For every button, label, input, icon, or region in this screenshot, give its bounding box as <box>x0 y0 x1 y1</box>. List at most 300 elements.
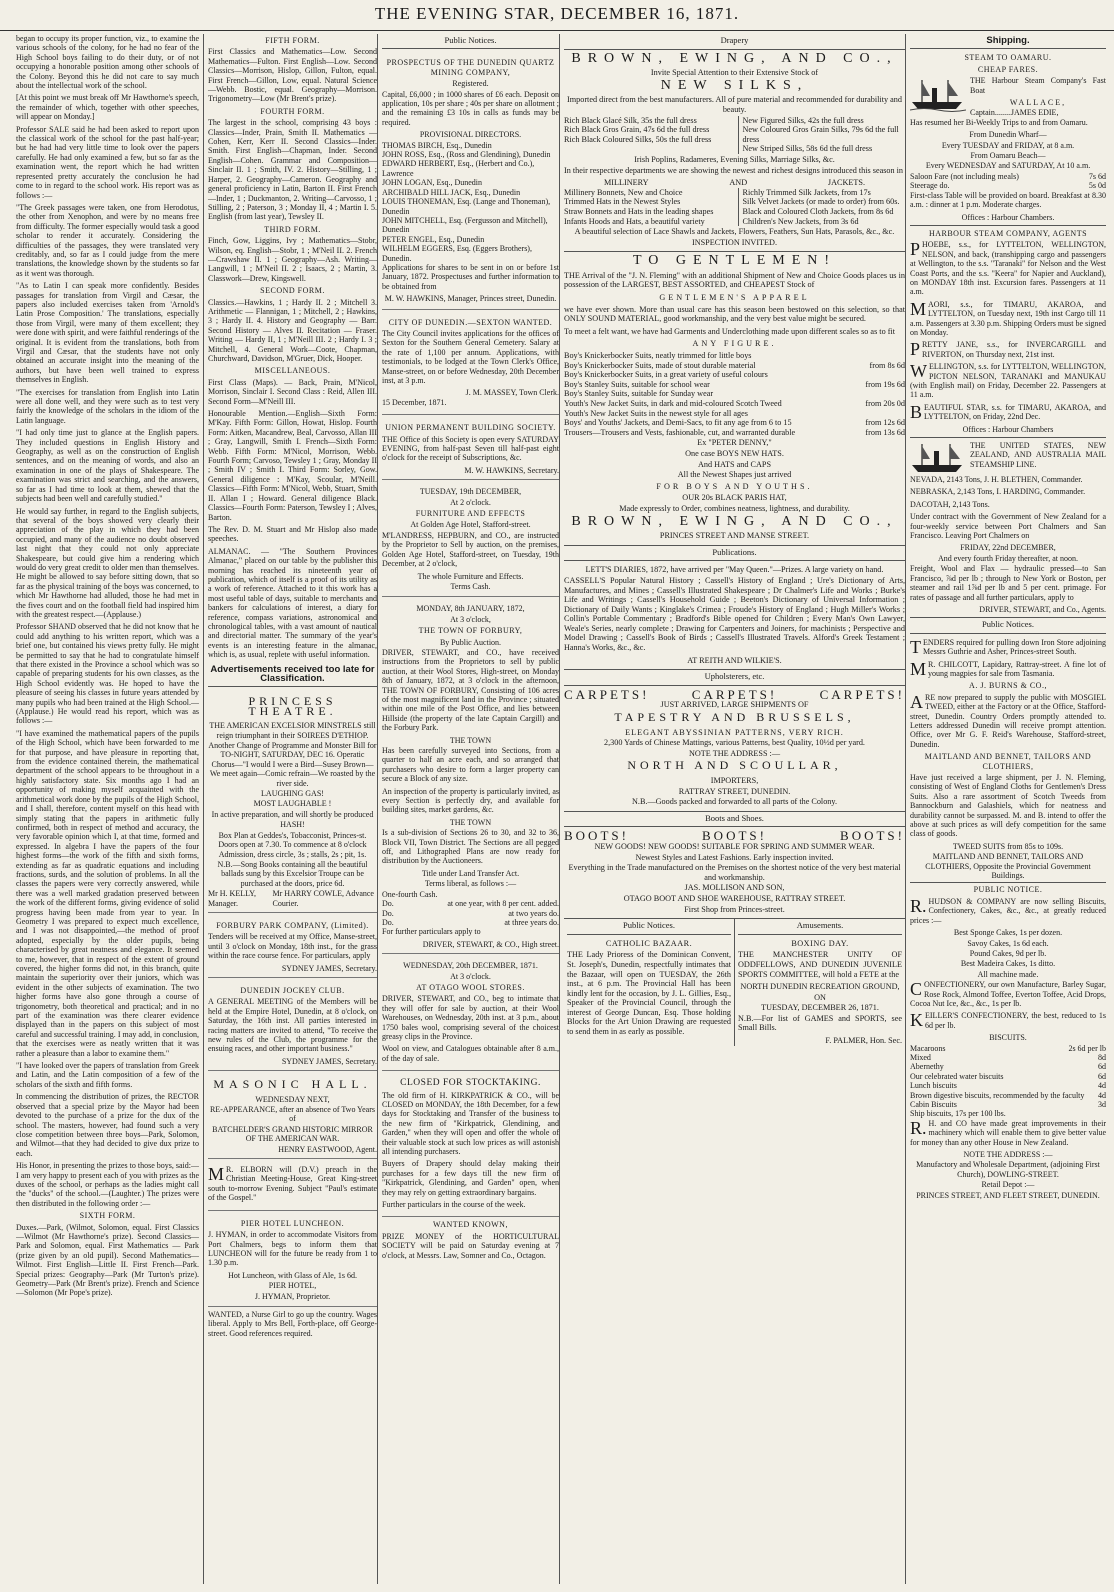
form-text: First Class (Maps). — Back, Prain, M'Nicol, Morrison, Sinclair I. Second Class : Reid, Allen III. Second Form—M'Neill III. <box>208 377 377 406</box>
pier-text: J. HYMAN, in order to accommodate Visitors from Port Chalmers, begs to inform them that LUNCHEON will for the future be ready from 1 to 1.30 p.m. <box>208 1230 377 1268</box>
publications-heading: Publications. <box>564 545 905 562</box>
millinery-item: Infants Hoods and Hats, a beautiful variety <box>564 216 705 226</box>
union-text: THE Office of this Society is open every SATURDAY EVENING, from half-past Seven till half-past eight o'clock for the receipt of Subscriptions, &c. <box>382 434 559 463</box>
biscuit-row-value: 6d <box>1098 1062 1106 1072</box>
phoebe-ad: PHOEBE, s.s., for LYTTELTON, WELLINGTON, NELSON, and back, (transhipping cargo and passengers at Wellington, to the s.s. "Taranaki" for Nelson and the West Coast Ports, and the s.s. "Keera" for Napier and Auckland), on MONDAY 18th inst. Excursion fares. Passengers at 11 a.m. <box>910 239 1106 297</box>
every-wednesday: Every WEDNESDAY and SATURDAY, At 10 a.m. <box>925 161 1091 171</box>
peter-denny: Ex "PETER DENNY," <box>697 438 772 448</box>
just-arrived: JUST ARRIVED, LARGE SHIPMENTS OF <box>660 700 809 710</box>
speech-paragraph: "I have looked over the papers of translation from Greek and Latin, and the Latin composition of a few of the scholars of the sixth and fifth forms. <box>16 1061 199 1089</box>
nevada: NEVADA, 2143 Tons, J. H. BLETHEN, Commander. <box>910 475 1083 485</box>
forbury-sig: SYDNEY JAMES, Secretary. <box>281 963 377 973</box>
boys-suit-value: from 8s 6d <box>869 360 905 370</box>
catholic-bazaar-box <box>564 919 734 1046</box>
boots-1: BOOTS! <box>564 828 629 844</box>
form-heading: THIRD FORM. <box>264 224 321 234</box>
paris-hat: OUR 20s BLACK PARIS HAT, <box>682 493 787 503</box>
boys-suit-label: Trousers—Trousers and Vests, fashionable, cut, and warranted durable <box>564 427 796 437</box>
stocktaking-ad <box>382 1074 559 1217</box>
prospectus-text: Capital, £6,000 ; in 1000 shares of £6 each. Deposit on application, 10s per share ; 40s per share on allotment ; and the remaining £3 10s in calls as funds may be required. <box>382 89 559 127</box>
silk-item: Rich Black Coloured Silks, 50s the full dress <box>564 134 712 144</box>
every-tuesday: Every TUESDAY and FRIDAY, at 8 a.m. <box>941 140 1075 150</box>
bottom-notices <box>564 918 905 1046</box>
boys-suit-label: Boy's Knickerbocker Suits, neatly trimmed for little boys <box>564 351 752 361</box>
boots-row <box>564 828 905 844</box>
newest-styles: Newest Styles and Latest Fashions. Early inspection invited. <box>635 852 834 862</box>
games-note: N.B.—For list of GAMES and SPORTS, see Small Bills. <box>738 1013 902 1033</box>
biscuit-row-label: Mixed <box>910 1052 931 1062</box>
dacotah: DACOTAH, 2,143 Tons. <box>910 499 990 509</box>
forbury-town-text-3: An inspection of the property is particularly invited, as every Section is perfectly dry, and available for building sites, market gardens, &c. <box>382 786 559 815</box>
forbury-town-time: At 3 o'clock, <box>450 614 491 624</box>
prize-title: WANTED KNOWN, <box>433 1220 508 1230</box>
the-town-heading-2: THE TOWN <box>449 817 492 827</box>
column-2 <box>203 34 377 1584</box>
the-town-heading: THE TOWN <box>449 735 492 745</box>
stocktaking-text-3: Further particulars in the course of the week. <box>382 1200 526 1210</box>
boys-suit <box>564 418 905 428</box>
steamship-icon <box>910 441 966 475</box>
gentlemens-apparel: GENTLEMEN'S APPAREL <box>659 293 810 303</box>
boys-suit-label: Boy's Stanley Suits, suitable for school wear <box>564 379 710 389</box>
north-scoullar: NORTH AND SCOULLAR, <box>627 758 842 773</box>
terms-row <box>382 918 559 927</box>
gentlemen-text-3: To meet a felt want, we have had Garments and Underclothing made upon different scales so as to fit <box>564 326 895 336</box>
biscuit-row-value: 4d <box>1098 1081 1106 1091</box>
freight-text: Freight, Wool and Flax — hydraulic pressed—to San Francisco, ⅞d per lb ; through to New York or Boston, per steamer and rail 1⅞d per lb and 5 per cent. primage. For rates of passage and all further particulars, apply to <box>910 564 1106 602</box>
tapestry-brussels: TAPESTRY AND BRUSSELS, <box>614 710 855 725</box>
boys-suit-label: Boys' and Youths' Jackets, and Demi-Sacs, to fit any age from 6 to 15 <box>564 418 792 428</box>
inspection-invited: INSPECTION INVITED. <box>564 238 905 253</box>
sixth-form-heading: SIXTH FORM. <box>79 1211 136 1221</box>
boys-hats: One case BOYS NEW HATS. <box>685 448 784 458</box>
princes-fleet: PRINCES STREET, AND FLEET STREET, DUNEDIN. <box>916 1190 1100 1200</box>
terms-heading: Terms liberal, as follows :— <box>424 879 517 889</box>
nb-goods-packed: N.B.—Goods packed and forwarded to all parts of the Colony. <box>631 797 838 807</box>
boxing-text: THE MANCHESTER UNITY OF ODDFELLOWS, AND DUNEDIN JUVENILE SPORTS COMMITTEE, will hold a FETE at the <box>738 950 902 979</box>
boys-suit <box>564 399 905 409</box>
wanted-nurse-ad: WANTED, a Nurse Girl to go up the country. Wages liberal. Apply to Mrs Bell, Forth-place, off George-street. Good references required. <box>208 1309 377 1338</box>
furniture-line: Terms Cash. <box>450 581 491 591</box>
driver-agents: DRIVER, STEWART, and Co., Agents. <box>979 604 1106 614</box>
director: JOHN ROSS, Esq., (Ross and Glendining), Dunedin <box>382 150 551 160</box>
burns-text: ARE now prepared to supply the public with MOSGIEL TWEED, either at the Factory or at the Office, Stafford-street, Dunedin. Country Orders promptly attended to. Letters addressed Dunedin will receive prompt attention. Office, over Mr G. F. Reid's Warehouse, Stafford-street, Dunedin. <box>910 691 1106 749</box>
gentlemen-text-2: we have ever shown. More than usual care has this season been bestowed on this selection, so that ONLY SOUND MATERIAL, good workmanship, and the very best value might be secured. <box>564 304 905 324</box>
boots-shoes-heading: Boots and Shoes. <box>564 811 905 828</box>
amusements-heading: Amusements. <box>738 919 902 935</box>
wallace-ad <box>910 76 1106 118</box>
bazaar-text: THE Lady Prioress of the Dominican Convent, St. Joseph's, Dunedin, respectfully intimates that the Bazaar, will open on TUESDAY, the 26th inst., at 6 p.m. The Provincial Hall has been kindly lent for the occasion, by J. L. Gillies, Esq., Speaker of the Provincial Council, through the interest of George Duncan, Esq. Those holding Blocks for the Art Union Drawing are requested to send them in as early as possible. <box>567 950 731 1037</box>
sexton-title: CITY OF DUNEDIN.—SEXTON WANTED. <box>388 317 553 327</box>
cassell-list: CASSELL'S Popular Natural History ; Cassell's History of England ; Ure's Dictionary of Arts, Manufactures, and Mines ; Cassell's Illustrated Shakespeare ; Dr Chalmer's Life and Works ; Burke's Life and Writings ; Cassell's Household Guide ; Beeton's Dictionary of Universal Information ; Dictionary of Daily Wants ; Kinglake's Crimea ; Froude's History of England ; Hugh Miller's Works ; Collin's Portable Commentary ; Bradford's Bible opened for Children ; Every Man's Own Lawyer, Weale's Series, nearly complete ; Drawing for Carpenters and Joiners, for machinists ; Perspective and Model Drawing ; Cassell's Book of Birds ; Cassell's Illustrated Travels. Alford's Greek Testament ; Hanna's Works, &c., &c. <box>564 575 905 653</box>
boys-suit <box>564 351 905 361</box>
agents-title: HARBOUR STEAM COMPANY, AGENTS <box>928 228 1088 238</box>
jackets-heading: JACKETS. <box>827 178 865 188</box>
wellington-ad: WELLINGTON, s.s. for LYTTELTON, WELLINGTON, PICTON NELSON, TARANAKI and MANUKAU (with English mail) on Friday, December 22. Passengers at 11 a.m. <box>910 361 1106 400</box>
boxing-title: BOXING DAY. <box>791 938 849 948</box>
boys-suit-label: Youth's New Jacket Suits in the newest style for all ages <box>564 408 748 418</box>
nebraska: NEBRASKA, 2,143 Tons, I. HARDING, Commander. <box>910 487 1086 497</box>
from-oamaru: From Oamaru Beach— <box>970 151 1046 161</box>
fare-row-value: 5s 0d <box>1088 181 1106 191</box>
sexton-ad <box>382 313 559 416</box>
fare-row-label: Saloon Fare (not including meals) <box>910 171 1019 181</box>
fares-list <box>910 172 1106 191</box>
elborn-text: MR. ELBORN will (D.V.) preach in the Christian Meeting-House, Great King-street south to-morrow Evening. Subject "Paul's estimate of the Gospel." <box>208 1164 377 1203</box>
mollison: JAS. MOLLISON AND SON, <box>684 883 785 893</box>
form-heading: FOURTH FORM. <box>260 106 325 116</box>
maitland-footer: MAITLAND AND BENNET, TAILORS AND CLOTHIERS, Opposite the Provincial Government Buildings. <box>925 852 1091 881</box>
sexton-sig: J. M. MASSEY, Town Clerk. <box>465 388 559 398</box>
boys-suit-value: from 12s 6d <box>865 418 905 428</box>
boys-suit-value: from 20s 0d <box>865 399 905 408</box>
column-3 <box>377 34 559 1584</box>
hats-and-caps: And HATS and CAPS <box>697 459 771 469</box>
fare-row <box>910 172 1106 181</box>
burns-title: A. J. BURNS & CO., <box>969 681 1047 691</box>
prospectus-ad <box>382 53 559 309</box>
captain: Captain........JAMES EDIE, <box>970 108 1059 118</box>
director: JOHN MITCHELL, Esq. (Fergusson and Mitchell), Dunedin <box>382 215 548 235</box>
to-gentlemen-title: TO GENTLEMEN! <box>632 253 837 269</box>
boys-suit-value: from 19s 6d <box>865 379 905 389</box>
cake-item: Best Sponge Cakes, 1s per dozen. <box>953 928 1063 938</box>
newest-shapes: All the Newest Shapes just arrived <box>677 470 792 480</box>
boys-suits-list <box>564 351 905 437</box>
jacket-item: Children's New Jackets, from 3s 6d <box>742 216 859 226</box>
public-notice-title: PUBLIC NOTICE. <box>910 882 1106 894</box>
silk-item: Rich Black Glacé Silk, 35s the full dress <box>564 115 697 125</box>
resumed-trips: Has resumed her Bi-Weekly Trips to and from Oamaru. <box>910 117 1088 127</box>
sexton-text: The City Council invites applications for the offices of Sexton for the Southern General Cemetery. Salary at the rate of 1,100 per annum. Applications, with testimonials, to be lodged at the Town Clerk's Office, Manse-street, on or before Wednesday, 20th December inst, at 3 p.m. <box>382 328 559 385</box>
boxing-day-box <box>734 919 905 1046</box>
forbury-town-date: MONDAY, 8th JANUARY, 1872, <box>416 604 525 614</box>
upholsterers-heading: Upholsterers, etc. <box>564 669 905 686</box>
elegant-patterns: ELEGANT ABYSSINIAN PATTERNS, VERY RICH. <box>625 727 844 737</box>
masonic-title: MASONIC HALL. <box>213 1077 372 1092</box>
jockey-title: DUNEDIN JOCKEY CLUB. <box>240 985 345 995</box>
offices-2: Offices : Harbour Chambers <box>910 425 1106 438</box>
form-text: Classics.—Hawkins, 1 ; Hardy II. 2 ; Mitchell 3. Arithmetic — Flannigan, 1 ; Mitchell, 2 ; Hawkins, 3 ; Hardy II. 4. History and Geography — Barr. Second History — Alves II. Recitation — Fraser. Writing — Hardy II, 1 ; M'Neill III. 2 ; Hardy I. 3 ; Mitchell, 4. General Work—Coote, Chapman, Churchward, Davidson, M'Gruer, Dick, Hooper. <box>208 297 377 363</box>
form-text: Finch, Gow, Liggins, Ivy ; Mathematics—Stobr, Wilson, eq. English—Stobr, 1 ; M'Neil II. 2. French—Crawshaw II. 1 ; Geography—Ash. Writing—Langwill, 1 ; M'Neil II. 2 ; Isaacs, 2 ; Martin, 3. Classwork—Drew, Kingswell. <box>208 236 377 283</box>
director: WILHELM EGGERS, Esq. (Eggers Brothers), Dunedin. <box>382 244 532 263</box>
jacket-item: Richly Trimmed Silk Jackets, from 17s <box>742 187 871 197</box>
millinery-list <box>564 188 905 226</box>
director: THOMAS BIRCH, Esq., Dunedin <box>382 140 492 150</box>
biscuit-row-label: Abernethy <box>910 1062 944 1072</box>
wool-text: DRIVER, STEWART, and CO., beg to intimate that they will offer for sale by auction, at their Wool Warehouses, on Wednesday, 20th inst. at 3 p.m., about 1750 bales wool, comprising several of the choicest greasy clips in the Province. <box>382 994 559 1041</box>
carpets-row <box>564 686 905 702</box>
pier-hotel-ad <box>208 1214 377 1307</box>
speech-paragraph: "I have examined the mathematical papers of the pupils of the High School, which have been forwarded to me for that purpose, and have pleasure in reporting that, from the evidence contained therein, the mathematical department of the school appears to be throughout in a highly satisfactory state. Six months ago I had an opportunity of making myself acquainted with the arithmetical work done by the pupils of the High School, and I shall, therefore, content myself on this head with simply stating that the papers in arithmetic fully confirmed, both in respect of method and accuracy, the very favorable opinion which I, at that time, formed and expressed. In algebra I have the papers of the four highest forms—the work of the fifth and sixth forms, extending as far as quadratic equations and including fractions, surds, and the solution of problems. In all the classes the papers were very correctly answered, while there was a well marked gradation preserved between the work of the different forms, giving evidence of solid progress having been made from year to year. In Geometry I was prepared to expect much excellence, and I was not disappointed,—the method of proof adopted, especially by the older pupils, being characterised by great neatness and elegance. It seemed to me, however, that in respect of the extent of ground covered, the higher forms did not, in this branch, quite maintain the superiority over their juniors, which was evident in the other subjects of examination. The two higher forms have also gone through a course of trigonometry, both theoretical and practical; and in no part of the examination was there clearer evidence displayed than in the papers on this subject of most careful and successful training. I may add, in conclusion, that the exercises were as neatly written that it was rather a pleasure than a labor to examine them." <box>16 728 199 1058</box>
boys-suit-value: from 13s 6d <box>865 427 905 437</box>
cakes-list <box>910 928 1106 979</box>
contract-text: Under contract with the Government of New Zealand for a four-weekly service between Port Chalmers and San Francisco. Leaving Port Chalmers on <box>910 512 1106 541</box>
millinery-item: Millinery Bonnets, New and Choice <box>564 187 683 197</box>
forbury-town-title: THE TOWN OF FORBURY, <box>418 626 523 636</box>
speech-paragraph: began to occupy its proper function, viz., to examine the various schools of the colony, for he had no fear of the High School boys failing to do their duty, or of not occupying a honorable position among other schools of the Colony. Beyond this he did not care to say much about the intellectual work of the school. <box>16 34 199 91</box>
furniture-line: The whole Furniture and Effects. <box>417 571 524 581</box>
on-line: ON <box>814 992 826 1002</box>
prize-text: PRIZE MONEY of the HORTICULTURAL SOCIETY will be paid on Saturday evening at 7 o'clock, at Messrs. Law, Somner and Co., Octagon. <box>382 1231 559 1260</box>
prospectus-title: PROSPECTUS OF THE DUNEDIN QUARTZ MINING COMPANY, <box>386 58 555 77</box>
pier-title: PIER HOTEL LUNCHEON. <box>240 1218 345 1228</box>
biscuit-row-label: Our celebrated water biscuits <box>910 1071 1004 1081</box>
theatre-line: HASH! <box>280 820 305 830</box>
jacket-item: Silk Velvet Jackets (or made to order) from 60s. <box>742 197 900 207</box>
column-5 <box>905 34 1106 1584</box>
furniture-time: At 2 o'clock. <box>450 497 491 507</box>
speech-paragraph: In commencing the distribution of prizes, the RECTOR observed that a special prize by the Mayor had been devoted to the purchase of a prize for the dux of the school. The masters, however, had found such a very close competition between three boys—Park, Solomon, and Wilmot—that they had decided to give dux prize to each. <box>16 1092 199 1158</box>
biscuit-row-label: Ship biscuits, 17s per 100 lbs. <box>910 1109 1006 1119</box>
masonic-sig: HENRY EASTWOOD, Agent. <box>278 1144 377 1154</box>
first-shop: First Shop from Princes-street. <box>684 904 785 914</box>
maori-ad: MAORI, s.s., for TIMARU, AKAROA, and LYTTELTON, on Tuesday next, 19th inst Cargo till 11 a.m. Passengers at 3.30 p.m. Shipping Orders must be signed on Monday. <box>910 298 1106 337</box>
jockey-club-ad <box>208 981 377 1071</box>
biscuit-row-label: Macaroons <box>910 1043 946 1053</box>
shawls-line: A beautiful selection of Lace Shawls and Jackets, Flowers, Feathers, Sun Hats, Parasols, &c., &c. <box>574 227 895 237</box>
biscuits-heading: BISCUITS. <box>989 1033 1027 1043</box>
reith-wilkie: AT REITH AND WILKIE'S. <box>687 655 782 665</box>
wool-time: At 3 o'clock. <box>450 971 491 981</box>
form-text: ALMANAC. — "The Southern Provinces Almanac," placed on our table by the publisher this morning has reached its nineteenth year of publication, which of itself is a proof of its utility as a work of reference. Attached to it this work has a most useful table of days, suitable to merchants and bankers for calculations of interest, a diary for reference, compass variations, astronomical and chronological tables, with a vast amount of nautical and directorial matter. The summary of the year's events is an interesting feature in the almanac, which is, as usual, replete with useful information. <box>208 546 377 660</box>
boys-suit <box>564 428 905 438</box>
terms-row-label: One-fourth Cash. <box>382 889 438 899</box>
forbury-text: Tenders will be received at my Office, Manse-street, until 3 o'clock on Monday, 18th inst., for the grass within the race course fence. For particulars, apply <box>208 932 377 961</box>
column-4 <box>559 34 905 1584</box>
brown-ewing-title-2: BROWN, EWING, AND CO., <box>571 513 898 529</box>
union-building-ad <box>382 418 559 480</box>
palmer-sig: F. PALMER, Hon. Sec. <box>825 1036 902 1046</box>
drapery-heading: Drapery <box>564 34 905 50</box>
harbour-text: THE Harbour Steam Company's Fast Boat <box>970 76 1106 95</box>
silk-item: New Striped Silks, 58s 6d the full dress <box>742 144 873 154</box>
biscuit-row-value: 2s 6d per lb <box>1068 1043 1106 1053</box>
stocktaking-text: The old firm of H. KIRKPATRICK & CO., will be CLOSED on MONDAY, the 18th December, for a few days for Stocktaking and Transfer of the business to the new firm of "Kirkpatrick, Glendining, and Garden," when they will open and offer the whole of their valuable stock at such low prices as will astonish all intending purchasers. <box>382 1090 559 1157</box>
theatre-line: LAUGHING GAS! <box>261 789 324 799</box>
carpets-3: CARPETS! <box>819 686 905 702</box>
prize-list <box>208 36 377 660</box>
public-notices-heading-2: Public Notices. <box>910 617 1106 633</box>
elborn-ad <box>208 1162 377 1211</box>
rattray-street: RATTRAY STREET, DUNEDIN. <box>678 786 791 796</box>
cheap-fares: CHEAP FARES. <box>977 64 1039 74</box>
biscuit-row <box>910 1091 1106 1100</box>
rh-improvements: R.H. and CO have made great improvements in their machinery which will enable them to give better value for money than any other House in New Zealand. <box>910 1117 1106 1147</box>
new-goods: NEW GOODS! NEW GOODS! SUITABLE FOR SPRING AND SUMMER WEAR. <box>594 841 875 851</box>
form-text: The largest in the school, comprising 43 boys : Classics—Inder, Prain, Smith II. Mathematics — Cohen, Kerr, Kerr II. Second Classics—Inder. Smith. First English—Chapman, Inder. Second English—Cohen. Grammar and Composition—Sinclair II. 1 ; Smith, IV. 2. History—Stilling, 1 ; Harper, 2. Geography—Cameron. Geography and general proficiency in Latin, Barton II. First French—Inder, 1 ; Duckmanton, 2. Writing—Carvosso, 1 ; Stilling, 2 ; Paterson, 3 ; Monday II, 4 ; Martin I. 5. English (from last year), Tewsley II. <box>208 118 377 222</box>
biscuit-row <box>910 1072 1106 1081</box>
masthead: THE EVENING STAR, DECEMBER 16, 1871. <box>0 4 1114 31</box>
speech-text <box>16 34 199 1208</box>
terms-row-label: Do. <box>382 917 394 927</box>
biscuit-row <box>910 1062 1106 1071</box>
cake-item: Pound Cakes, 9d per lb. <box>969 948 1047 958</box>
biscuit-row <box>910 1044 1106 1053</box>
stocktaking-title: CLOSED FOR STOCKTAKING. <box>400 1078 541 1089</box>
wool-sale-ad <box>382 957 559 1071</box>
form-text: First Classics and Mathematics—Low. Second Mathematics—Fulton. First English—Low. Second Classics—Morrison, Hislop, Gillon, Fulton, equal. First French—Gillon, Low, equal. Natural Science—Webb. Bostic, equal. Geography—Morrison. Trigonometry—Low (Mr Brent's prize). <box>208 47 377 104</box>
sexton-date: 15 December, 1871. <box>382 397 447 407</box>
retail-depot: Retail Depot :— <box>981 1180 1035 1190</box>
importers: IMPORTERS, <box>710 776 759 785</box>
furniture-title: FURNITURE AND EFFECTS <box>415 509 526 519</box>
jockey-text: A GENERAL MEETING of the Members will be held at the Empire Hotel, Dunedin, at 8 o'clock, on Saturday, the 16th inst. All parties interested in racing matters are invited to attend, "To receive the new rules of the Club, the programme for the ensuing races, and other important business." <box>208 997 377 1054</box>
speech-paragraph: His Honor, in presenting the prizes to those boys, said:—I am very happy to present each of you with prizes as the duxes of the school, or perhaps as the ladies might call the "ducks" of the school.—(Laughter.) The prizes were then distributed in the following order :— <box>16 1161 199 1208</box>
terms-row-value: at one year, with 8 per cent. added. <box>447 899 559 909</box>
director: LOUIS THONEMAN, Esq. (Lange and Thoneman), Dunedin <box>382 197 551 216</box>
cake-item: Savoy Cakes, 1s 6d each. <box>967 938 1049 948</box>
terms-row <box>382 909 559 918</box>
form-heading: MISCELLANEOUS. <box>254 366 331 376</box>
bazaar-section-heading: Public Notices. <box>567 919 731 935</box>
carpets-1: CARPETS! <box>564 686 650 702</box>
pretty-jane-ad: PRETTY JANE, s.s., for INVERCARGILL and RIVERTON, on Thursday next, 21st inst. <box>910 339 1106 360</box>
biscuit-row <box>910 1109 1106 1118</box>
for-boys-youths: FOR BOYS AND YOUTHS. <box>656 481 813 491</box>
terms-row-value: at three years do. <box>504 917 559 927</box>
note-address-2: NOTE THE ADDRESS :— <box>963 1150 1053 1160</box>
from-dunedin: From Dunedin Wharf— <box>969 130 1047 140</box>
and-heading: AND <box>729 178 748 188</box>
tweed-suits: TWEED SUITS from 85s to 109s. <box>952 841 1064 851</box>
brown-ewing-address: PRINCES STREET AND MANSE STREET. <box>659 531 810 541</box>
forbury-town-sub: By Public Auction. <box>439 637 502 647</box>
speech-paragraph: He would say further, in regard to the English subjects, that several of the boys showed very clearly their appreciation of the play in which they had been occupied, and many of the audience no doubt observed last night that they could not only appreciate Shakespeare, but could give him a rendering which would do very great credit to older men than themselves. He might be allowed to say before sitting down, that so far as the physical training of the boys was concerned, to which Mr Hawthorne had alluded, those he had met in the fives court and on the football field had inspired him with the greatest respect.—(Applause.) <box>16 506 199 619</box>
millinery-item: Trimmed Hats in the Newest Styles <box>564 197 681 207</box>
manufactory: Manufactory and Wholesale Department, (adjoining First Church), DOWLING-STREET. <box>916 1160 1100 1179</box>
theatre-line: N.B.—Song Books containing all the beautiful ballads sung by this Excelsior Troupe can be purchased at the doors, price 6d. <box>217 859 368 888</box>
biscuits-list <box>910 1044 1106 1119</box>
terms-row <box>382 899 559 908</box>
biscuit-row-value: 4d <box>1098 1090 1106 1100</box>
keiller: KEILLER'S CONFECTIONERY, the best, reduced to 1s 6d per lb. <box>910 1010 1106 1031</box>
prize-money-ad <box>382 1220 559 1260</box>
furniture-place: At Golden Age Hotel, Stafford-street. <box>410 520 531 530</box>
millinery-item: Straw Bonnets and Hats in the leading shapes <box>564 206 714 216</box>
public-notices-heading: Public Notices. <box>382 34 559 49</box>
boys-suit <box>564 389 905 399</box>
fare-row <box>910 181 1106 190</box>
prospectus-tail: Applications for shares to be sent in on or before 1st January, 1872. Prospectuses and further information to be obtained from <box>382 262 559 291</box>
directors-heading: PROVISIONAL DIRECTORS. <box>419 130 522 140</box>
biscuit-row-label: Cabin Biscuits <box>910 1100 957 1109</box>
theatre-line: THE AMERICAN EXCELSIOR MINSTRELS still reign triumphant in their SOIREES D'ETHIOP. <box>209 721 376 740</box>
new-silks: NEW SILKS, <box>660 77 809 93</box>
every-fourth: And every fourth Friday thereafter, at noon. <box>937 553 1079 563</box>
boys-suit <box>564 409 905 419</box>
poplins: Irish Poplins, Radameres, Evening Silks, Marriage Silks, &c. <box>634 154 835 164</box>
first-class-table: First-class Table will be provided on board. Breakfast at 8.30 a.m. : dinner at 1 p.m. Moderate charges. <box>910 190 1106 210</box>
brown-ewing-title: BROWN, EWING, AND CO., <box>571 50 898 66</box>
biscuit-row-value: 3d <box>1098 1100 1106 1109</box>
terms-row-label: Do. <box>382 899 394 909</box>
boots-3: BOOTS! <box>840 828 905 844</box>
terms-row-value: at two years do. <box>508 908 559 918</box>
sixth-form-text: Duxes.—Park, (Wilmot, Solomon, equal. First Classics—Wilmot (Mr Hawthorne's prize). Second Classics—Park and Solomon, equal. First Mathematics — Park (prize given by an old pupil). Second Mathematics—Wilmot. First English—Little II. First French—Park. Special prizes: Geography—Park (Mr Turton's prize). Geometry—Park (Mr Brent's prize). French and Science—Solomon (Mr Pope's prize). <box>16 1222 199 1298</box>
invite-line: Invite Special Attention to their Extensive Stock of <box>650 68 819 78</box>
usnz-line: THE UNITED STATES, NEW ZEALAND, AND AUSTRALIA MAIL STEAMSHIP LINE. <box>970 441 1106 469</box>
offices-1: Offices : Harbour Chambers. <box>910 213 1106 226</box>
forbury-town-ad <box>382 600 559 954</box>
chilcott-ad: MR. CHILCOTT, Lapidary, Rattray-street. A fine lot of young magpies for sale from Tasmania. <box>910 658 1106 679</box>
director: ARCHIBALD HILL JACK, Esq., Dunedin <box>382 187 521 197</box>
pier-line: J. HYMAN, Proprietor. <box>254 1291 331 1301</box>
mail-line-ad <box>910 441 1106 475</box>
speech-paragraph: "As to Latin I can speak more confidently. Besides passages for translation from Virgil and Cæsar, the papers also included exercises taken from 'Arnold's Latin Prose Composition.' The translations, especially those from Virgil, were many of them excellent; they were done with spirit, and were faithful renderings of the original. It is evident from the translations, both from Virgil and Cæsar, that the students have not only obtained an accurate insight into the meaning of the authors, but have been well trained to express themselves in English. <box>16 281 199 385</box>
union-title: UNION PERMANENT BUILDING SOCIETY. <box>385 423 556 433</box>
wallace: WALLACE, <box>1009 98 1067 108</box>
forbury-title: FORBURY PARK COMPANY, (Limited). <box>216 920 369 930</box>
wool-title: AT OTAGO WOOL STORES. <box>416 982 525 992</box>
carpets-2: CARPETS! <box>691 686 778 702</box>
maitland-text: Have just received a large shipment, per J. N. Fleming, consisting of West of England Cloths for Gentlemen's Dress Suits. Also a rare assortment of Scotch Tweeds from Bannockburn and Galashiels, which for neatness and durability cannot be surpassed. M. and B. intend to offer the above at such prices as will defy competition for the same class of goods. <box>910 773 1106 839</box>
boys-suit-label: Boy's Knickerbocker Suits, in a great variety of useful colours <box>564 370 768 380</box>
director: JOHN LOGAN, Esq., Dunedin <box>382 178 482 188</box>
speech-paragraph: "The Greek passages were taken, one from Herodotus, the other from Xenophon, and were by no means free from difficulty. The former especially would task a good scholar to render it accurately. Considering the difficulties of the passages, they were translated very creditably, and, so far as I could judge from the mere translations, the knowledge shown by the students so far as it went was thorough. <box>16 202 199 278</box>
silk-item: New Figured Silks, 42s the full dress <box>742 115 864 125</box>
chinese-mattings: 2,300 Yards of Chinese Mattings, various Patterns, best Quality, 10½d per yard. <box>604 738 865 748</box>
theatre-courier: Mr HARRY COWLE, Advance Courier. <box>272 889 374 908</box>
confectionery: CONFECTIONERY, our own Manufacture, Barley Sugar, Rose Rock, Almond Toffee, Everton Toffee, Acid Drops, Cocoa Nut Ice, &c., &c., 1s per lb. <box>910 979 1106 1008</box>
forbury-town-text: DRIVER, STEWART, and CO., have received instructions from the Proprietors to sell by public auction, at their Wool Stores, High-street, on Monday 8th of January, 1872, at 3 o'clock in the afternoon, THE TOWN OF FORBURY, Consisting of 106 acres of the most magnificent land in the Province ; situated within one mile of the Post Office, and lies between Hillside (the property of the late Captain Cargill) and the Forbury Park. <box>382 647 559 733</box>
hudson-text: R.HUDSON & COMPANY are now selling Biscuits, Confectionery, Cakes, &c., &c., at greatly reduced prices :— <box>910 895 1106 925</box>
steamship-icon <box>910 76 966 112</box>
biscuit-row-value: 8d <box>1098 1052 1106 1062</box>
terms-row-label: Do. <box>382 908 394 918</box>
tenders-ad: TENDERS required for pulling down Iron Store adjoining Messrs Guthrie and Asher, Princes-street South. <box>910 636 1106 657</box>
theatre-manager: Mr H. KELLY, Manager. <box>208 889 256 908</box>
biscuit-row <box>910 1100 1106 1109</box>
column-1 <box>16 34 199 1584</box>
form-text: Honourable Mention.—English—Sixth Form: M'Kay. Fifth Form: Gillon, Howat, Hislop. Fourth Form: Aitken, Macandrew, Beal, Carvosso, Allan III ; Gray, Langwill, Smith I. French—Sixth Form: Webb. Fifth Form: M'Nicol, Morrison, Webb. Fourth Form; Carvoso, Tewsley 1 ; Gray, Monday II ; Smith IV ; Smith I. Third Form: Sorley, Gow. General diligence : M'Kay, Scoular, M'Neill. Classics—Fifth Form: M'Nicol, Webb, Stuart, Smith II. Allan I ; Howard. General diligence Black. Classics—Fourth Form: Paterson, Tewsley I ; Alves, Barton. <box>208 409 377 522</box>
speech-paragraph: "I had only time just to glance at the English papers. They included questions in English History and Geography, as well as on the construction of English sentences, and on the meaning of words, and also an examination in one of the plays of Shakespeare. The examination was strict and searching, and the answers, so far as I had time to look at them, shewed that the subjects had been well and carefully studied." <box>16 428 199 504</box>
masonic-hall-ad <box>208 1074 377 1159</box>
silk-item: New Coloured Gros Grain Silks, 79s 6d the full dress <box>742 125 899 144</box>
pier-line: PIER HOTEL, <box>268 1281 317 1291</box>
silks-intro: Imported direct from the best manufacturers. All of pure material and recommended for durability and beauty. <box>567 95 902 114</box>
paris-hat-desc: Made expressly to Order, combines neatness, lightness, and durability. <box>619 503 850 513</box>
forbury-park-ad <box>208 916 377 978</box>
cake-item: Best Madeira Cakes, 1s ditto. <box>960 959 1056 969</box>
recreation-ground: NORTH DUNEDIN RECREATION GROUND, <box>740 982 900 992</box>
silks-list <box>564 116 905 154</box>
director: PETER ENGEL, Esq., Dunedin <box>382 234 485 244</box>
friday-22: FRIDAY, 22nd DECEMBER, <box>960 543 1056 553</box>
boys-suit-label: Boy's Knickerbocker Suits, made of stout durable material <box>564 360 756 370</box>
wool-tail: Wool on view, and Catalogues obtainable after 8 a.m., of the day of sale. <box>382 1044 559 1063</box>
form-heading: FIFTH FORM. <box>265 36 320 45</box>
union-sig: M. W. HAWKINS, Secretary. <box>464 465 559 475</box>
everything-line: Everything in the Trade manufactured on the Premises on the shortest notice of the very best material and workmanship. <box>568 863 901 882</box>
jockey-sig: SYDNEY JAMES, Secretary. <box>281 1056 377 1066</box>
boots-2: BOOTS! <box>702 828 767 844</box>
boys-suit <box>564 370 905 380</box>
shipping-heading: Shipping. <box>910 34 1106 49</box>
princess-theatre-ad <box>208 691 377 913</box>
speech-paragraph: Professor SHAND observed that he did not know that he could add anything to his written report, which was a brief one, but contained his views pretty fully. He might be permitted to say that he had to congratulate himself that there existed in the Province a school which was so capable of preparing students for his own classes, as the High School evidently was. He hoped to have the pleasure of seeing his classes in future years attended by many pupils who had been trained at the High School.—(Applause.) He would read his report, which was as follows :— <box>16 622 199 726</box>
beautiful-star-ad: BEAUTIFUL STAR, s.s. for TIMARU, AKAROA, and LYTTELTON, on Friday, 22nd Dec. <box>910 401 1106 422</box>
letts-diaries: LETT'S DIARIES, 1872, have arrived per "May Queen."—Prizes. A large variety on hand. <box>585 565 884 575</box>
director: EDWARD HERBERT, Esq., (Herbert and Co.), Lawrence <box>382 159 535 178</box>
millinery-heading: MILLINERY <box>604 178 649 188</box>
tuesday-26: TUESDAY, DECEMBER 26, 1871. <box>761 1003 879 1013</box>
speech-paragraph: Professor SALE said he had been asked to report upon the classical work of the school for the past half-year; but he had had very little time to look over the papers carefully. He had only examined a few, but so far as the examination went, the report which he had written represented pretty accurately the conclusion he had come to in regard to the school work. His report was as follows :— <box>16 124 199 200</box>
gentlemen-text: THE Arrival of the "J. N. Fleming" with an additional Shipment of New and Choice Goods places us in possession of the LARGEST, BEST ASSORTED, and CHEAPEST Stock of <box>564 270 905 290</box>
bazaar-title: CATHOLIC BAZAAR. <box>605 938 693 948</box>
forbury-town-text-4: Is a sub-division of Sections 26 to 30, and 32 to 36, Block VII, Town District. The Sections are all pegged off, and Lithographed Plans are now ready for distribution by the Auctioneers. <box>382 828 559 866</box>
theatre-line: Box Plan at Geddes's, Tobacconist, Princes-st. Doors open at 7.30. To commence at 8 o'clock Admission, dress circle, 3s ; stalls, 2s ; pit, 1s. <box>218 830 367 859</box>
